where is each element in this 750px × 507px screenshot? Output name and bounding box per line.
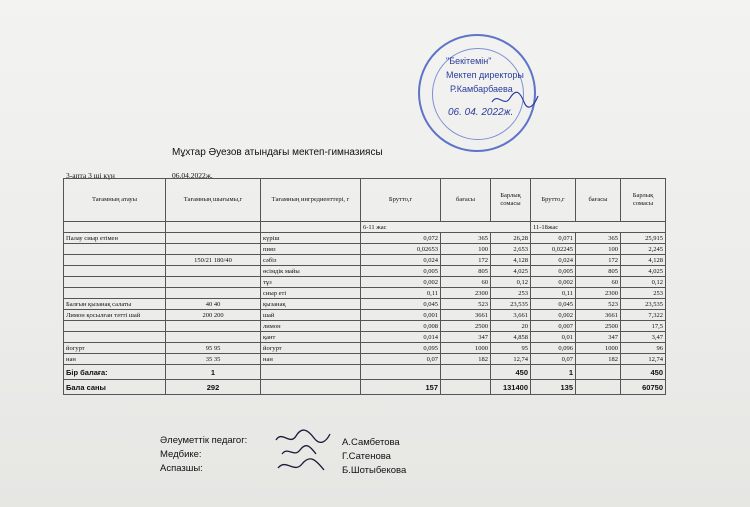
table-row xyxy=(64,299,666,310)
cell-p2: 365 xyxy=(576,233,621,244)
cell-b1: 0,07 xyxy=(361,354,441,365)
age-group-row xyxy=(64,222,666,233)
cell-p2: 2500 xyxy=(576,321,621,332)
kids-total-1: 131400 xyxy=(491,380,531,395)
cell-b2: 0,024 xyxy=(531,255,576,266)
cell-yield: 200 200 xyxy=(166,310,261,321)
cell-yield xyxy=(166,321,261,332)
cell-yield xyxy=(166,277,261,288)
cell-p2: 100 xyxy=(576,244,621,255)
cell-ing: қызанақ xyxy=(261,299,361,310)
cell-s2: 96 xyxy=(621,343,666,354)
cell-b2: 0,045 xyxy=(531,299,576,310)
stamp-date-text: 06. 04. 2022ж. xyxy=(448,107,514,118)
cell-b2: 0,005 xyxy=(531,266,576,277)
cell-yield: 35 35 xyxy=(166,354,261,365)
cell-p1: 805 xyxy=(441,266,491,277)
cell-s1: 4,128 xyxy=(491,255,531,266)
signature-role-cook: Аспазшы: xyxy=(160,463,203,474)
cell-ing: нан xyxy=(261,354,361,365)
kids-count-2: 135 xyxy=(531,380,576,395)
cell-b1: 0,001 xyxy=(361,310,441,321)
cell-ing: йогурт xyxy=(261,343,361,354)
cell-dish: Лимон қосылған тәтті шай xyxy=(64,310,166,321)
cell-s1: 95 xyxy=(491,343,531,354)
cell-b1: 0,014 xyxy=(361,332,441,343)
cell-p1: 347 xyxy=(441,332,491,343)
cell-p2: 805 xyxy=(576,266,621,277)
cell-dish: Палау сиыр етімен xyxy=(64,233,166,244)
cell-dish xyxy=(64,277,166,288)
cell-yield: 95 95 xyxy=(166,343,261,354)
cell-s1: 4,858 xyxy=(491,332,531,343)
col-sum-1: Барлық сомасы xyxy=(491,179,531,222)
cell-s2: 23,535 xyxy=(621,299,666,310)
cell-b2: 0,02245 xyxy=(531,244,576,255)
cell-b1: 0,002 xyxy=(361,277,441,288)
cell-p2: 523 xyxy=(576,299,621,310)
cell-p2: 3661 xyxy=(576,310,621,321)
cell-p1: 2300 xyxy=(441,288,491,299)
cell-b1: 0,072 xyxy=(361,233,441,244)
table-row xyxy=(64,255,666,266)
cell-dish xyxy=(64,332,166,343)
table-row xyxy=(64,244,666,255)
col-price-2: бағасы xyxy=(576,179,621,222)
age-group-2: 11-18жас xyxy=(531,222,666,233)
cell-ing: сиыр еті xyxy=(261,288,361,299)
cell-dish xyxy=(64,244,166,255)
signature-name-cook: Б.Шотыбекова xyxy=(342,465,407,476)
cell-s2: 253 xyxy=(621,288,666,299)
table-row xyxy=(64,354,666,365)
cell-ing: пияз xyxy=(261,244,361,255)
cell-b1: 0,008 xyxy=(361,321,441,332)
stamp-role-text: Мектеп директоры xyxy=(446,70,524,80)
cell-s2: 0,12 xyxy=(621,277,666,288)
cell-ing: шай xyxy=(261,310,361,321)
school-title: Мұхтар Әуезов атындағы мектеп-гимназиясы xyxy=(172,147,383,158)
cell-s1: 0,12 xyxy=(491,277,531,288)
cell-s2: 12,74 xyxy=(621,354,666,365)
cell-s1: 12,74 xyxy=(491,354,531,365)
cell-b2: 0,01 xyxy=(531,332,576,343)
cell-p1: 523 xyxy=(441,299,491,310)
col-price-1: бағасы xyxy=(441,179,491,222)
table-row xyxy=(64,266,666,277)
cell-p2: 2300 xyxy=(576,288,621,299)
cell-b1: 0,11 xyxy=(361,288,441,299)
cell-s1: 2,653 xyxy=(491,244,531,255)
cell-dish xyxy=(64,266,166,277)
cell-b1: 0,024 xyxy=(361,255,441,266)
one-child-row xyxy=(64,365,666,380)
cell-dish: Балғын қызанақ салаты xyxy=(64,299,166,310)
cell-p1: 2500 xyxy=(441,321,491,332)
kids-total-2: 60750 xyxy=(621,380,666,395)
cell-dish xyxy=(64,321,166,332)
cell-s2: 4,128 xyxy=(621,255,666,266)
cell-ing: өсімдік майы xyxy=(261,266,361,277)
cell-yield xyxy=(166,266,261,277)
cell-dish xyxy=(64,255,166,266)
signature-name-social: А.Самбетова xyxy=(342,437,400,448)
cell-p1: 100 xyxy=(441,244,491,255)
table-row xyxy=(64,277,666,288)
one-child-count-2: 1 xyxy=(531,365,576,380)
col-yield: Тағамның шығымы,г xyxy=(166,179,261,222)
table-row xyxy=(64,321,666,332)
cell-b2: 0,007 xyxy=(531,321,576,332)
cell-b2: 0,071 xyxy=(531,233,576,244)
col-dish: Тағамның атауы xyxy=(64,179,166,222)
cell-b2: 0,096 xyxy=(531,343,576,354)
one-child-sum-2: 450 xyxy=(621,365,666,380)
director-signature-icon xyxy=(490,88,540,112)
age-group-1: 6-11 жас xyxy=(361,222,531,233)
cell-p2: 1000 xyxy=(576,343,621,354)
cell-b2: 0,07 xyxy=(531,354,576,365)
menu-table xyxy=(63,178,666,395)
cell-s2: 25,915 xyxy=(621,233,666,244)
cell-s1: 23,535 xyxy=(491,299,531,310)
cell-p2: 172 xyxy=(576,255,621,266)
signature-role-social: Әлеуметтік педагог: xyxy=(160,435,248,446)
cell-p2: 60 xyxy=(576,277,621,288)
cell-p2: 347 xyxy=(576,332,621,343)
cell-s1: 20 xyxy=(491,321,531,332)
cell-ing: сәбіз xyxy=(261,255,361,266)
cell-dish: йогурт xyxy=(64,343,166,354)
cell-b2: 0,002 xyxy=(531,277,576,288)
cell-s2: 17,5 xyxy=(621,321,666,332)
one-child-sum-1: 450 xyxy=(491,365,531,380)
handwritten-signatures-icon xyxy=(272,428,334,478)
table-row xyxy=(64,332,666,343)
one-child-count: 1 xyxy=(166,365,261,380)
cell-s2: 4,025 xyxy=(621,266,666,277)
stamp-approve-text: "Бекітемін" xyxy=(446,56,492,66)
kids-sum-1: 157 xyxy=(361,380,441,395)
cell-yield: 150/21 180/40 xyxy=(166,255,261,266)
cell-yield xyxy=(166,288,261,299)
cell-b1: 0,095 xyxy=(361,343,441,354)
cell-ing: күріш xyxy=(261,233,361,244)
cell-dish xyxy=(64,288,166,299)
stamp-name-text: Р.Камбарбаева xyxy=(450,84,513,94)
col-brutto-1: Брутто,г xyxy=(361,179,441,222)
cell-p1: 1000 xyxy=(441,343,491,354)
signature-role-nurse: Медбике: xyxy=(160,449,202,460)
cell-s2: 3,47 xyxy=(621,332,666,343)
cell-ing: тұз xyxy=(261,277,361,288)
menu-date: 06.04.2022ж. xyxy=(172,171,213,180)
table-row xyxy=(64,288,666,299)
kids-count-label: Бала саны xyxy=(64,380,166,395)
col-brutto-2: Брутто,г xyxy=(531,179,576,222)
header-row xyxy=(64,179,666,222)
week-day-label: 3-апта 3 ші күн xyxy=(66,171,115,180)
cell-b2: 0,11 xyxy=(531,288,576,299)
cell-ing: лимон xyxy=(261,321,361,332)
cell-b1: 0,045 xyxy=(361,299,441,310)
col-sum-2: Барлық сомасы xyxy=(621,179,666,222)
cell-yield xyxy=(166,233,261,244)
cell-p1: 60 xyxy=(441,277,491,288)
cell-p1: 172 xyxy=(441,255,491,266)
cell-p2: 182 xyxy=(576,354,621,365)
cell-s1: 253 xyxy=(491,288,531,299)
cell-s1: 26,28 xyxy=(491,233,531,244)
kids-count-value: 292 xyxy=(166,380,261,395)
signature-name-nurse: Г.Сатенова xyxy=(342,451,391,462)
table-row xyxy=(64,233,666,244)
cell-ing: қант xyxy=(261,332,361,343)
cell-b1: 0,02653 xyxy=(361,244,441,255)
cell-p1: 365 xyxy=(441,233,491,244)
cell-s1: 3,661 xyxy=(491,310,531,321)
cell-yield xyxy=(166,244,261,255)
kids-count-row xyxy=(64,380,666,395)
table-body xyxy=(64,222,666,365)
cell-s1: 4,025 xyxy=(491,266,531,277)
table-row xyxy=(64,343,666,354)
cell-s2: 2,245 xyxy=(621,244,666,255)
cell-s2: 7,322 xyxy=(621,310,666,321)
one-child-label: Бір балаға: xyxy=(64,365,166,380)
cell-yield: 40 40 xyxy=(166,299,261,310)
cell-yield xyxy=(166,332,261,343)
cell-b1: 0,005 xyxy=(361,266,441,277)
cell-p1: 182 xyxy=(441,354,491,365)
table-row xyxy=(64,310,666,321)
cell-dish: нан xyxy=(64,354,166,365)
cell-b2: 0,002 xyxy=(531,310,576,321)
cell-p1: 3661 xyxy=(441,310,491,321)
col-ingredients: Тағамның ингредиенттері, г xyxy=(261,179,361,222)
